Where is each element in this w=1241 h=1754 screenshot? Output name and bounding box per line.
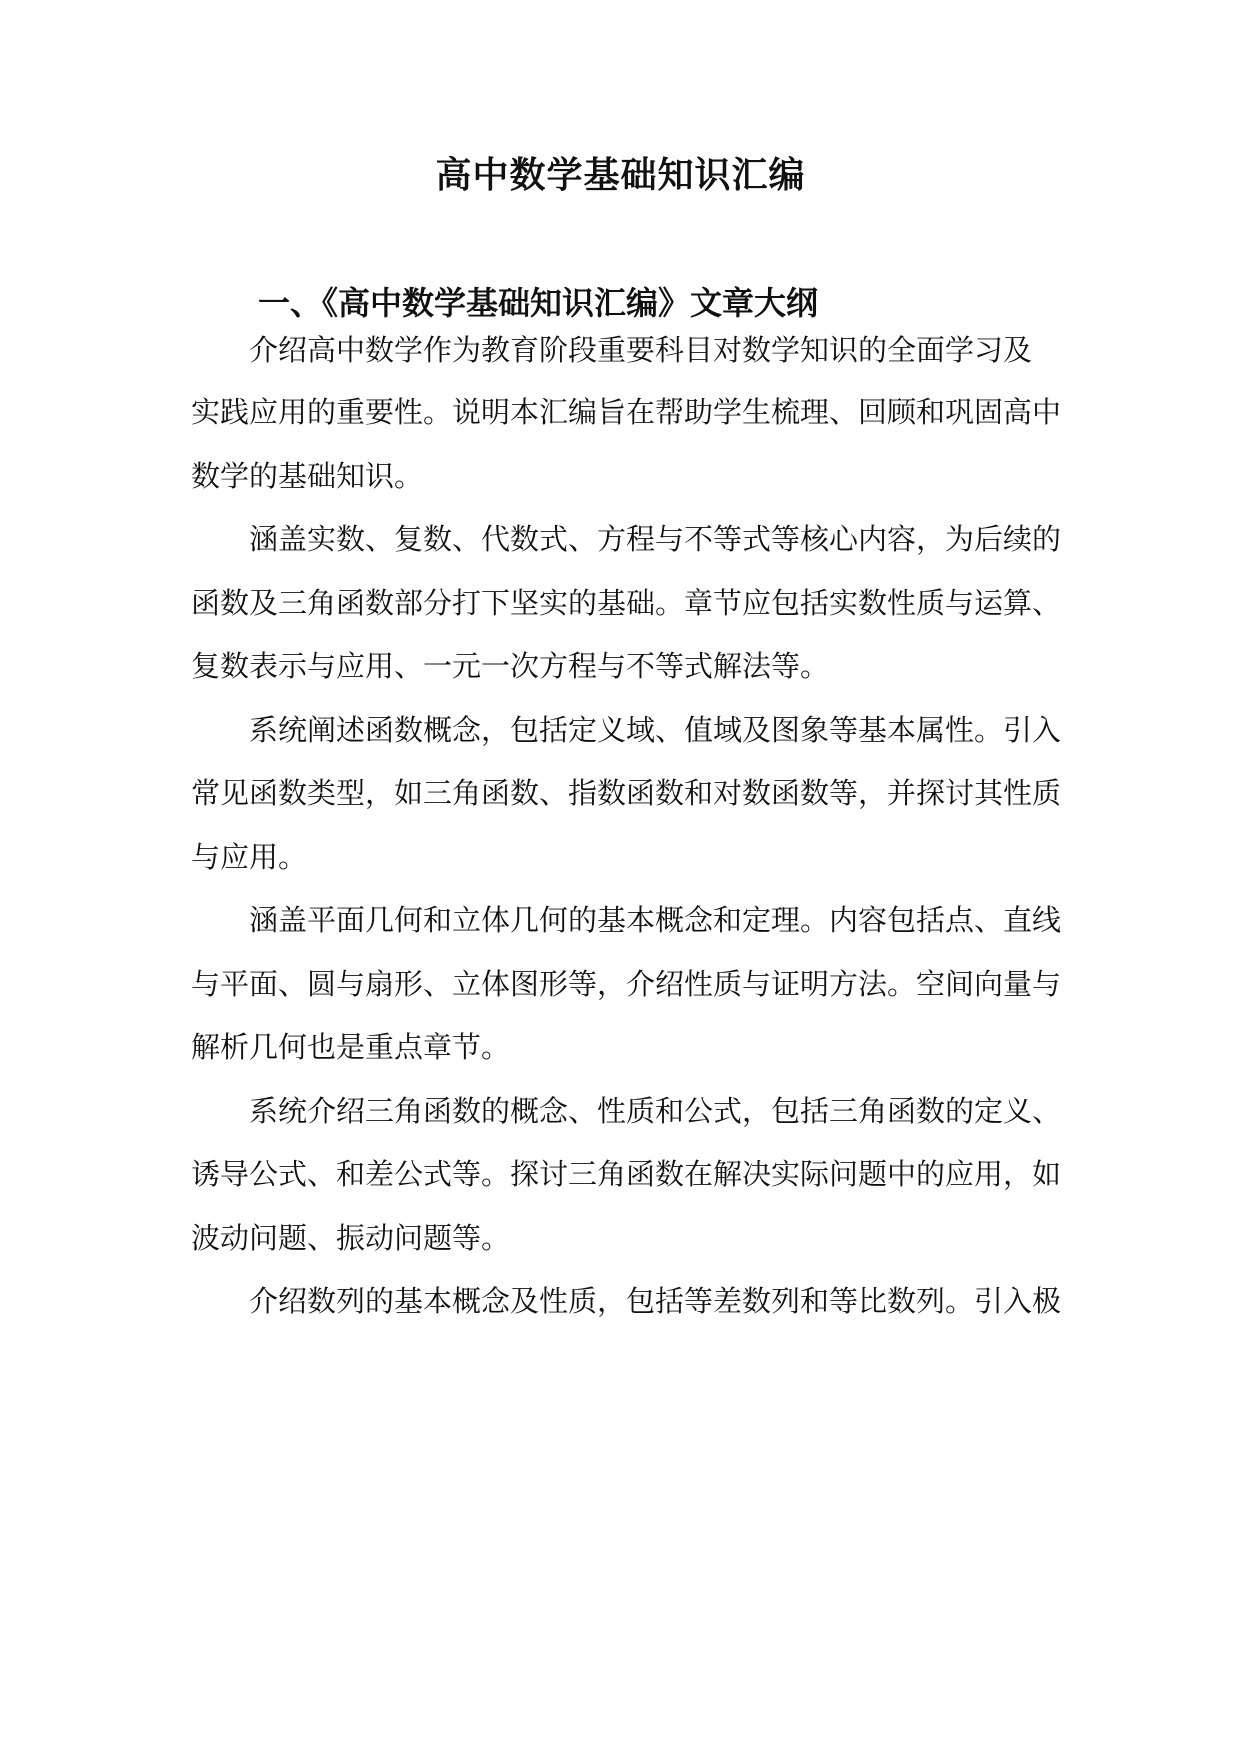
paragraph-5-line-3: 波动问题、振动问题等。 bbox=[191, 1221, 511, 1255]
paragraph-1-line-1: 介绍高中数学作为教育阶段重要科目对数学知识的全面学习及 bbox=[249, 333, 1033, 367]
paragraph-2-line-3: 复数表示与应用、一元一次方程与不等式解法等。 bbox=[191, 649, 830, 683]
document-title: 高中数学基础知识汇编 bbox=[435, 154, 806, 196]
paragraph-4-line-3: 解析几何也是重点章节。 bbox=[191, 1030, 511, 1064]
paragraph-5-line-1: 系统介绍三角函数的概念、性质和公式，包括三角函数的定义、 bbox=[249, 1094, 1062, 1128]
paragraph-1-line-3: 数学的基础知识。 bbox=[191, 459, 424, 493]
paragraph-3-line-1: 系统阐述函数概念，包括定义域、值域及图象等基本属性。引入 bbox=[249, 713, 1062, 747]
paragraph-4-line-1: 涵盖平面几何和立体几何的基本概念和定理。内容包括点、直线 bbox=[249, 903, 1062, 937]
paragraph-3-line-2: 常见函数类型，如三角函数、指数函数和对数函数等，并探讨其性质 bbox=[191, 776, 1062, 810]
paragraph-1-line-2: 实践应用的重要性。说明本汇编旨在帮助学生梳理、回顾和巩固高中 bbox=[191, 395, 1062, 429]
paragraph-2-line-1: 涵盖实数、复数、代数式、方程与不等式等核心内容，为后续的 bbox=[249, 522, 1062, 556]
section-heading: 一、《高中数学基础知识汇编》文章大纲 bbox=[258, 284, 819, 322]
paragraph-6-line-1: 介绍数列的基本概念及性质，包括等差数列和等比数列。引入极 bbox=[249, 1284, 1062, 1318]
paragraph-2-line-2: 函数及三角函数部分打下坚实的基础。章节应包括实数性质与运算、 bbox=[191, 586, 1062, 620]
paragraph-3-line-3: 与应用。 bbox=[191, 840, 308, 874]
paragraph-4-line-2: 与平面、圆与扇形、立体图形等，介绍性质与证明方法。空间向量与 bbox=[191, 967, 1062, 1001]
paragraph-5-line-2: 诱导公式、和差公式等。探讨三角函数在解决实际问题中的应用，如 bbox=[191, 1157, 1062, 1191]
